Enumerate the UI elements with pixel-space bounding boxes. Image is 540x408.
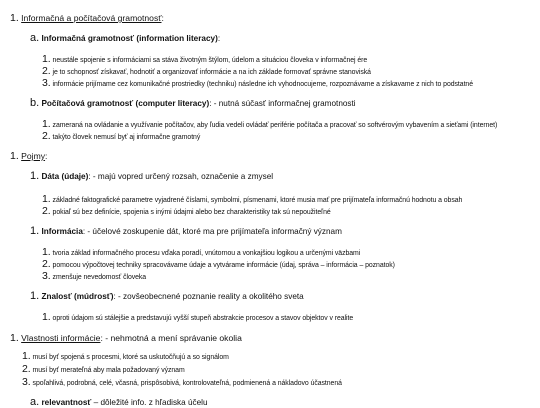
point: 2. pokiaľ sú bez definície, spojenia s inými údajmi alebo bez charakteristiky tak sú nepoužiteľné: [42, 205, 331, 217]
point: 1. musí byť spojená s procesmi, ktoré sa uskutočňujú a so signálom: [22, 350, 229, 362]
point: 3. spoľahlivá, podrobná, celé, včasná, prispôsobivá, kontrolovateľná, podmienená a nákladovo účastnená: [22, 376, 342, 388]
subitem-information: 1. Informácia: - účelové zoskupenie dát, ktoré ma pre prijímateľa informačný význam: [30, 225, 342, 237]
point: 1. zameraná na ovládanie a využívanie počítačov, aby ľudia vedeli ovládať periférie počítača a pracovať so softvérovým vybavením a sieťami (internet): [42, 118, 498, 130]
outline-item-1: 1. Informačná a počítačová gramotnosť:: [10, 12, 164, 24]
subitem-knowledge: 1. Znalosť (múdrosť): - zovšeobecnené poznanie reality a okolitého sveta: [30, 290, 304, 302]
outline-item-2: 1. Pojmy:: [10, 150, 48, 162]
subitem-data: 1. Dáta (údaje): - majú vopred určený rozsah, označenie a zmysel: [30, 170, 274, 182]
point: 2. musí byť merateľná aby mala požadovaný význam: [22, 363, 185, 375]
subitem-information-literacy: a. Informačná gramotnosť (information literacy):: [30, 32, 221, 44]
outline-item-3: 1. Vlastnosti informácie: - nehmotná a mení správanie okolia: [10, 332, 242, 344]
point: 2. pomocou výpočtovej techniky spracovávame údaje a vytvárame informácie (údaj, správa – informácia – poznatok): [42, 258, 395, 270]
point: 1. neustále spojenie s informáciami sa stáva životným štýlom, údelom a situáciou človeka v informačnej ére: [42, 53, 368, 65]
point: 3. informácie prijímame cez komunikačné prostriedky (techniku) následne ich vyhodnocujeme, rozpoznávame a získavame z nich to podstatné: [42, 77, 473, 89]
point: 2. je to schopnosť získavať, hodnotiť a organizovať informácie a na ich základe formovať správne stanoviská: [42, 65, 371, 77]
item-title: Informačná a počítačová gramotnosť: [21, 13, 162, 23]
point: 1. oproti údajom sú stálejšie a predstavujú vyšší stupeň abstrakcie procesov a stavov objektov v realite: [42, 311, 354, 323]
item-number: 1.: [10, 12, 19, 24]
point: 2. takýto človek nemusí byť aj informačne gramotný: [42, 130, 201, 142]
subitem-relevance: a. relevantnosť – dôležité info. z hľadiska účelu: [30, 396, 208, 408]
point: 3. zmenšuje nevedomosť človeka: [42, 270, 147, 282]
point: 1. základné faktografické parametre vyjadrené číslami, symbolmi, písmenami, ktoré musia mať pre prijímateľa informačnú hodnotu a obsah: [42, 193, 463, 205]
point: 1. tvoria základ informačného procesu vďaka poradí, vnútornou a vonkajšiou logikou a určenými väzbami: [42, 246, 361, 258]
subitem-computer-literacy: b. Počítačová gramotnosť (computer literacy): - nutná súčasť informačnej gramotnosti: [30, 97, 356, 109]
